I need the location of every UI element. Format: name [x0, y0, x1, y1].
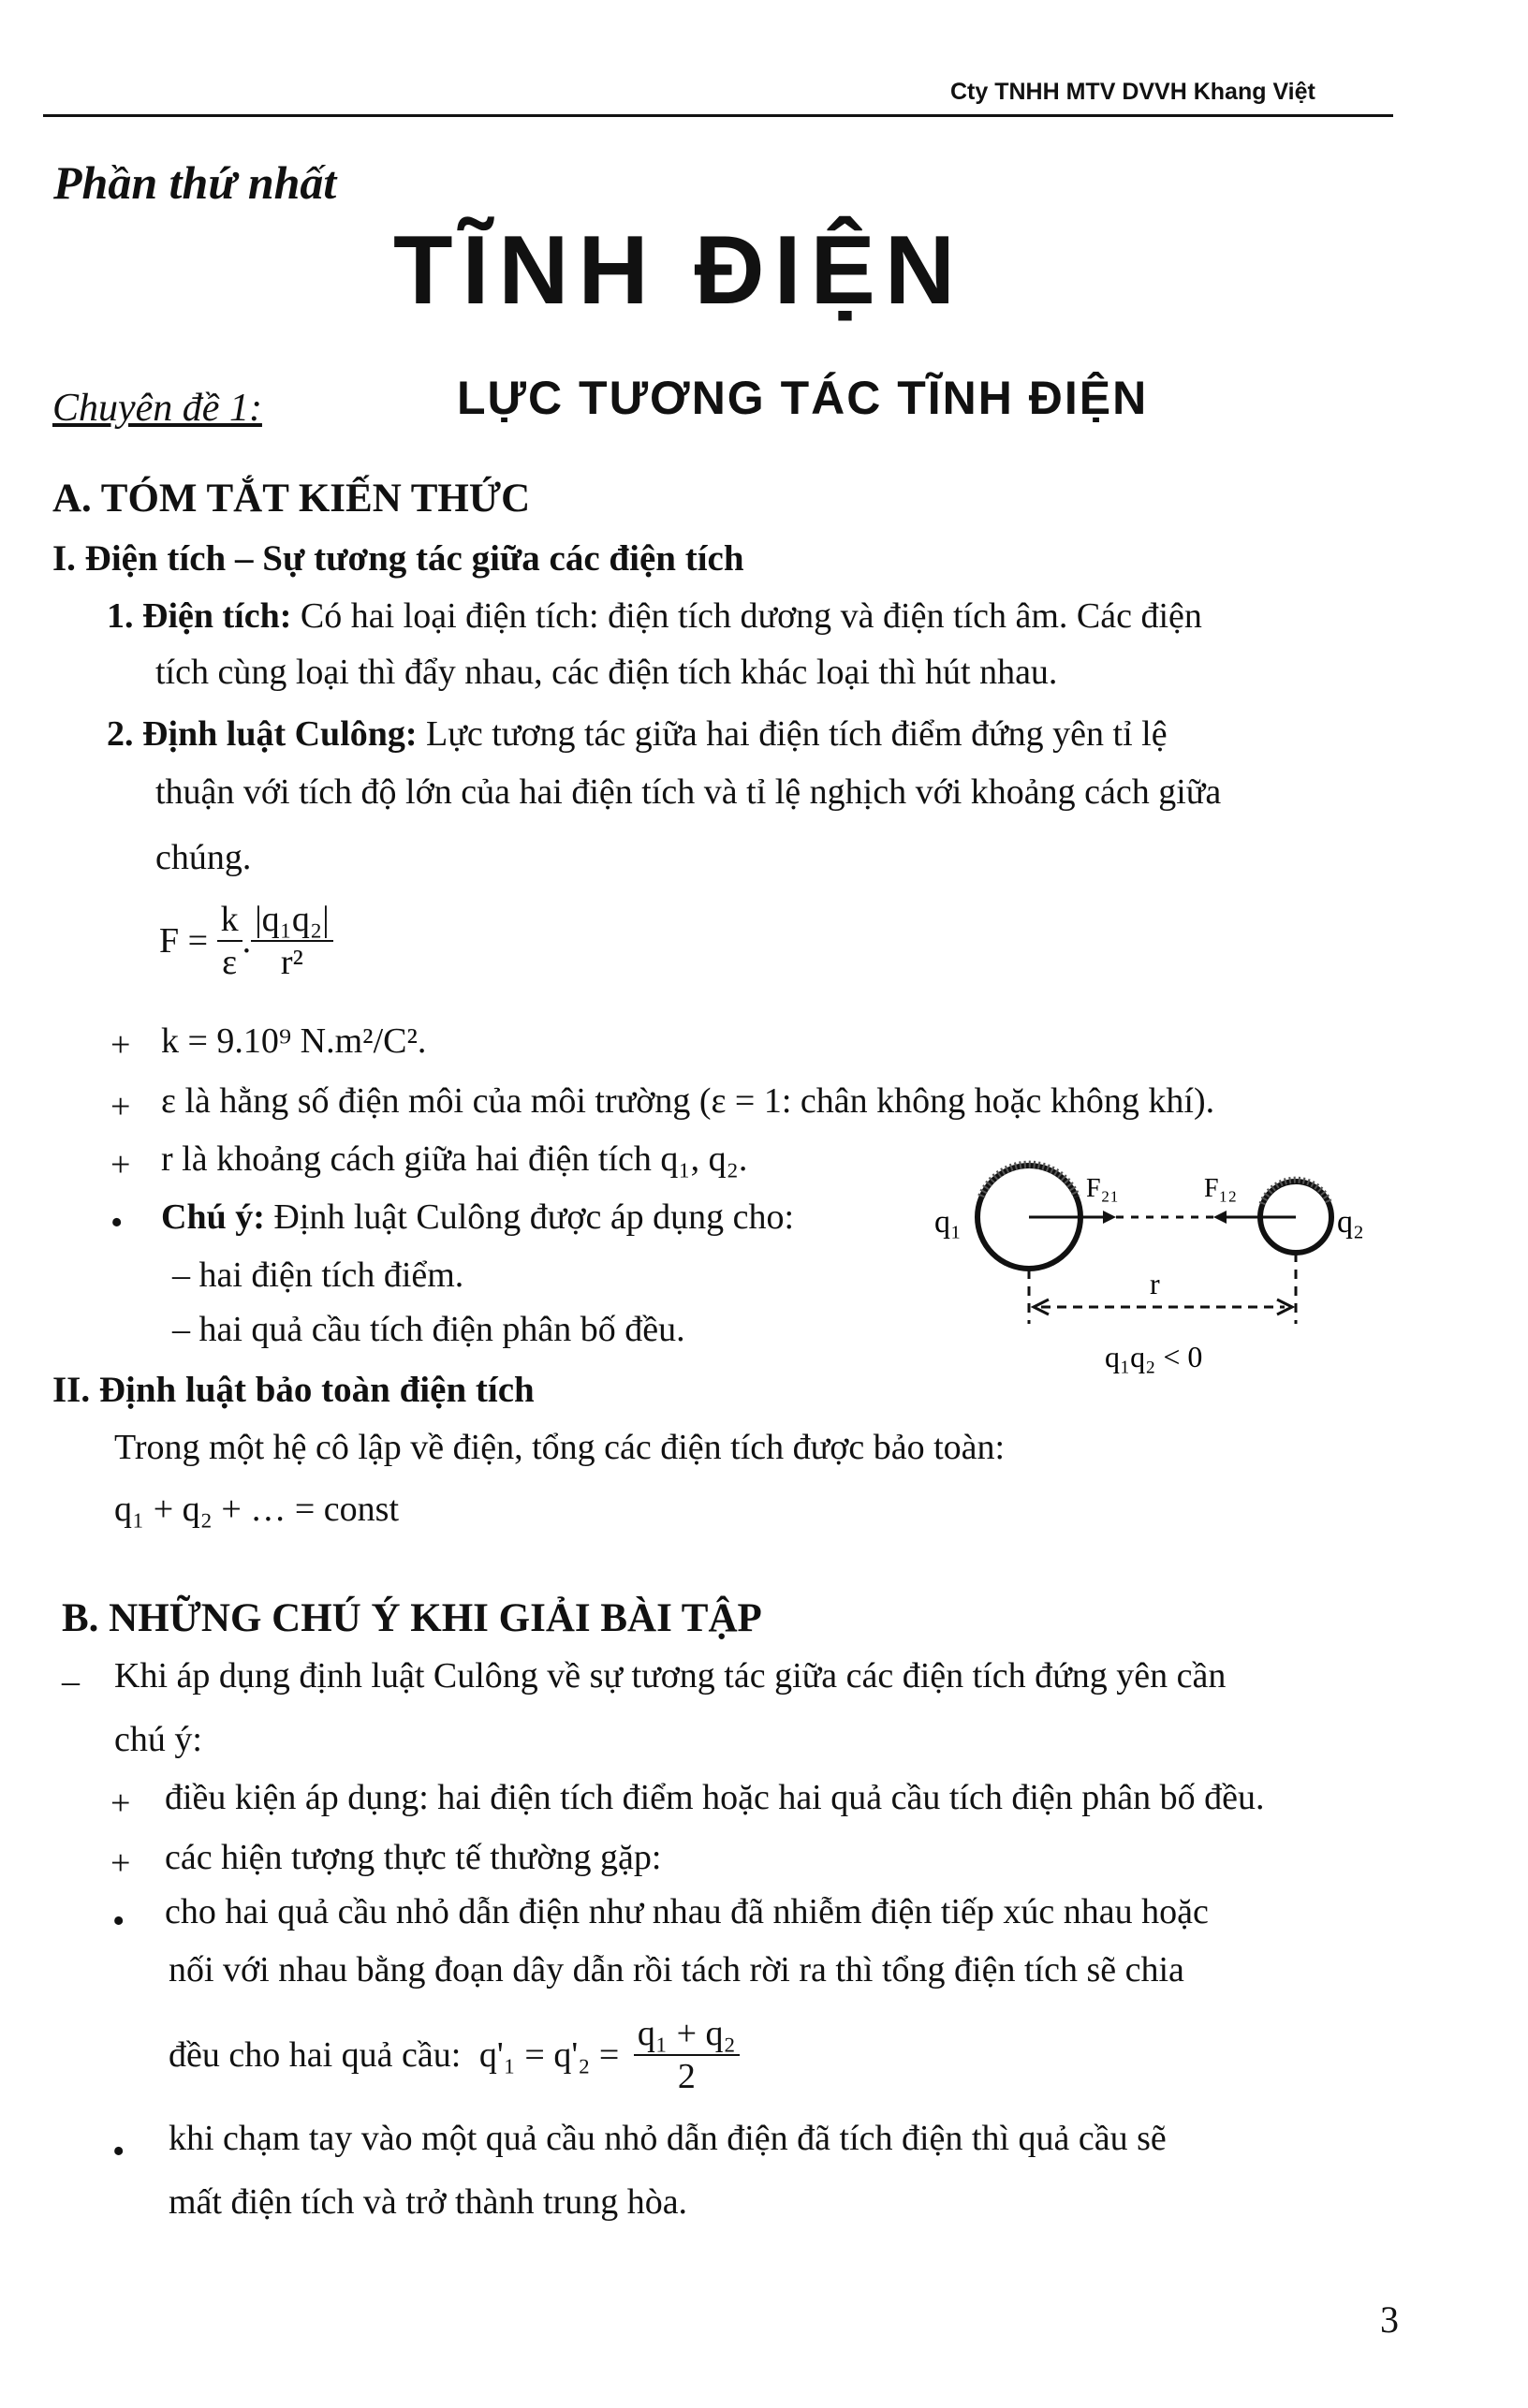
bullet-2-line-2: mất điện tích và trở thành trung hòa. — [169, 2182, 688, 2222]
share-formula-lhs: q'₁ = q'₂ = — [478, 2035, 620, 2075]
conservation-law-text: Trong một hệ cô lập về điện, tổng các điện tích được bảo toàn: — [114, 1428, 1006, 1467]
plus-1-text: điều kiện áp dụng: hai điện tích điểm hoặc hai quả cầu tích điện phân bố đều. — [165, 1778, 1265, 1817]
diagram-f12-label: F₁₂ — [1204, 1174, 1238, 1203]
item-2-line-3: chúng. — [155, 838, 252, 877]
section-b-dash-line-1: Khi áp dụng định luật Culông về sự tương tác giữa các điện tích đứng yên cần — [114, 1656, 1227, 1696]
note-3-marker: + — [110, 1145, 131, 1184]
item-1-number: 1. — [107, 596, 134, 636]
subsection-1-heading: I. Điện tích – Sự tương tác giữa các điện tích — [52, 538, 744, 579]
bullet-2-line-1: khi chạm tay vào một quả cầu nhỏ dẫn điện đã tích điện thì quả cầu sẽ — [169, 2119, 1167, 2158]
bullet-1-line-3 — [169, 2013, 740, 2097]
item-1-term: Điện tích: — [142, 596, 292, 636]
share-formula-fraction — [634, 2013, 740, 2097]
item-1-text: Có hai loại điện tích: điện tích dương và điện tích âm. Các điện — [300, 596, 1202, 636]
diagram-r-label: r — [1150, 1267, 1160, 1300]
plus-2-text: các hiện tượng thực tế thường gặp: — [165, 1838, 662, 1877]
section-b-dash-line-2: chú ý: — [114, 1720, 202, 1759]
part-label: Phần thứ nhất — [53, 156, 337, 209]
formula-numerator: |q₁q₂| — [251, 899, 333, 942]
diagram-condition: q₁q₂ < 0 — [1105, 1340, 1203, 1373]
bullet-1-line-2: nối với nhau bằng đoạn dây dẫn rồi tách rời ra thì tổng điện tích sẽ chia — [169, 1950, 1184, 1990]
item-2-term: Định luật Culông: — [142, 714, 418, 754]
share-formula-numerator: q₁ + q₂ — [634, 2013, 740, 2056]
diagram-q2-label: q₂ — [1337, 1205, 1364, 1240]
formula-lhs: F = — [159, 921, 209, 961]
note-bullet-marker: • — [110, 1203, 124, 1242]
main-title: TĨNH ĐIỆN — [393, 216, 964, 325]
topic-label: Chuyên đề 1: — [52, 387, 262, 430]
item-2-line-2: thuận với tích độ lớn của hai điện tích và tỉ lệ nghịch với khoảng cách giữa — [155, 772, 1222, 812]
diagram-f21-label: F₂₁ — [1086, 1174, 1120, 1203]
formula-k: k — [217, 899, 242, 942]
bullet-1-line-3-text: đều cho hai quả cầu: — [169, 2035, 462, 2075]
section-b-heading: B. NHỮNG CHÚ Ý KHI GIẢI BÀI TẬP — [62, 1596, 762, 1640]
page-number: 3 — [1380, 2298, 1399, 2341]
coulomb-formula — [159, 899, 333, 983]
note-2-marker: + — [110, 1087, 131, 1126]
chu-y-text: Định luật Culông được áp dụng cho: — [273, 1197, 795, 1237]
section-a-heading: A. TÓM TẮT KIẾN THỨC — [52, 477, 531, 521]
chu-y-item-2: – hai quả cầu tích điện phân bố đều. — [172, 1310, 685, 1349]
bullet-2-marker: • — [112, 2132, 125, 2171]
note-2-text: ε là hằng số điện môi của môi trường (ε = 1: chân không hoặc không khí). — [161, 1081, 1215, 1121]
formula-denominator: r² — [280, 943, 303, 982]
item-1-line-2: tích cùng loại thì đẩy nhau, các điện tích khác loại thì hút nhau. — [155, 653, 1058, 692]
item-1-line-1 — [107, 595, 1202, 637]
section-b-dash-marker: – — [62, 1662, 80, 1701]
item-2-number: 2. — [107, 714, 134, 754]
formula-eps: ε — [222, 943, 238, 982]
item-2-line-1 — [107, 713, 1168, 755]
diagram-q1-label: q₁ — [934, 1205, 962, 1240]
bullet-1-marker: • — [112, 1901, 125, 1941]
plus-1-marker: + — [110, 1784, 131, 1823]
note-3-text: r là khoảng cách giữa hai điện tích q₁, q₂. — [161, 1139, 748, 1179]
item-2-text: Lực tương tác giữa hai điện tích điểm đứng yên tỉ lệ — [426, 714, 1168, 754]
formula-k-over-eps — [217, 899, 242, 983]
force-f12-arrowhead — [1213, 1211, 1227, 1224]
note-1-text: k = 9.10⁹ N.m²/C². — [161, 1021, 427, 1061]
formula-q-over-r — [251, 899, 333, 983]
topic-title: LỰC TƯƠNG TÁC TĨNH ĐIỆN — [457, 372, 1149, 424]
subsection-2-heading: II. Định luật bảo toàn điện tích — [52, 1370, 535, 1410]
force-f21-arrowhead — [1103, 1211, 1116, 1224]
bullet-1-line-1: cho hai quả cầu nhỏ dẫn điện như nhau đã nhiễm điện tiếp xúc nhau hoặc — [165, 1892, 1209, 1931]
formula-dot: . — [242, 921, 252, 961]
running-header: Cty TNHH MTV DVVH Khang Việt — [950, 79, 1315, 105]
note-1-marker: + — [110, 1025, 131, 1065]
share-formula-denominator: 2 — [677, 2057, 696, 2096]
chu-y-line — [161, 1197, 794, 1238]
chu-y-item-1: – hai điện tích điểm. — [172, 1255, 464, 1295]
header-rule — [43, 114, 1393, 117]
plus-2-marker: + — [110, 1843, 131, 1883]
conservation-law-formula: q₁ + q₂ + … = const — [114, 1490, 399, 1529]
coulomb-force-diagram — [918, 1159, 1367, 1384]
chu-y-term: Chú ý: — [161, 1197, 265, 1237]
